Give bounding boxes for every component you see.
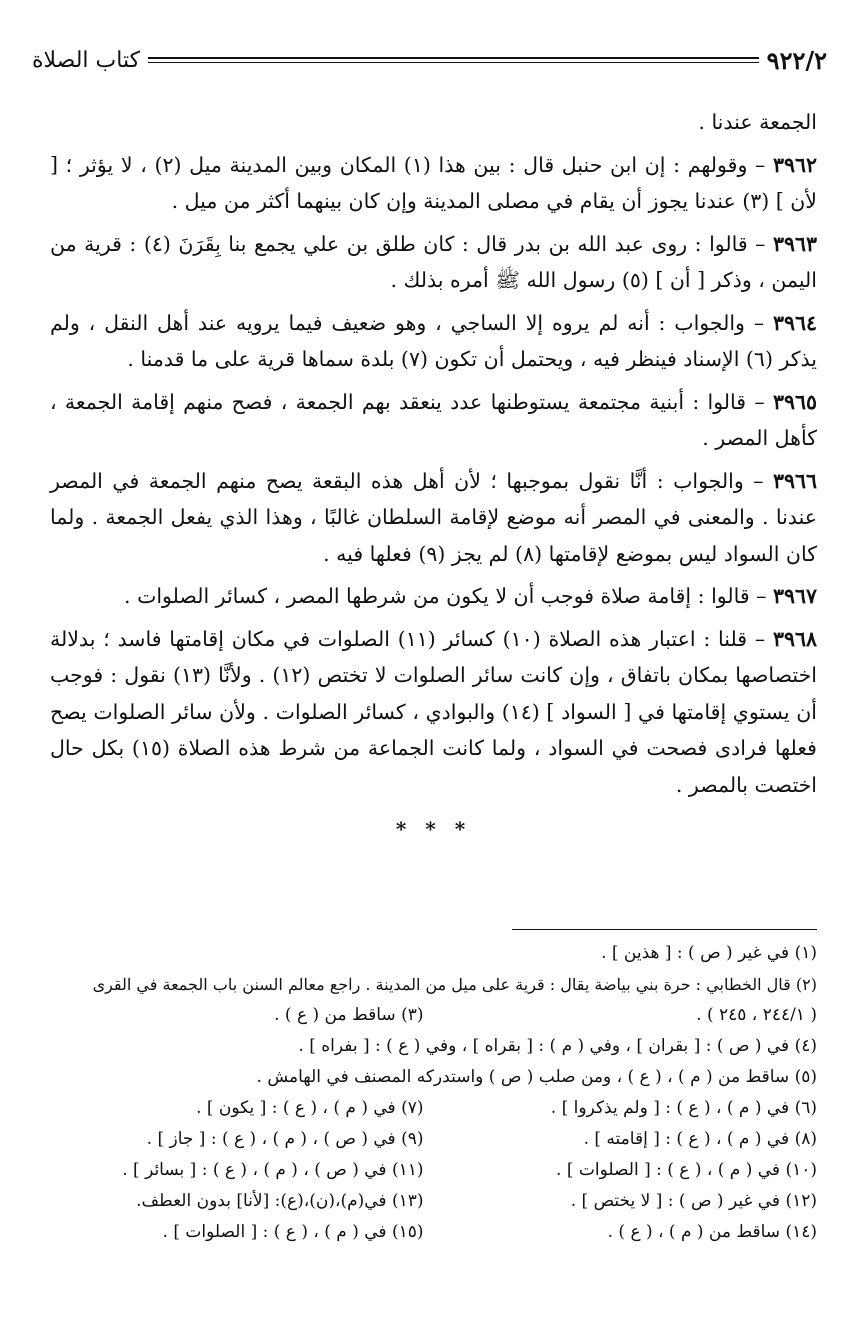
paragraph-number: ٣٩٦٢ (772, 152, 817, 177)
book-title: كتاب الصلاة (32, 47, 141, 73)
paragraph-number: ٣٩٦٤ (772, 310, 817, 335)
footnote-row (50, 1124, 817, 1155)
paragraph-text: – قالوا : إقامة صلاة فوجب أن لا يكون من شرطها المصر ، كسائر الصلوات . (124, 584, 767, 608)
footnote: (١٤) ساقط من ( م ) ، ( ع ) . (607, 1222, 817, 1242)
running-header (32, 40, 827, 80)
paragraph (50, 147, 817, 220)
footnote: (٨) في ( م ) ، ( ع ) : [ إقامته ] . (583, 1129, 817, 1149)
footnote: (١١) في ( ص ) ، ( م ) ، ( ع ) : [ بسائر ] . (122, 1160, 424, 1180)
paragraph-text: – قالوا : أبنية مجتمعة يستوطنها عدد ينعقد بهم الجمعة ، فصح منهم إقامة الجمعة ، كأهل المصر . (50, 389, 817, 450)
footnote: (٢) قال الخطابي : حرة بني بياضة يقال : قرية على ميل من المدينة . راجع معالم السنن باب الجمعة في القرى (92, 975, 817, 994)
paragraph (50, 104, 817, 141)
footnote-row (50, 1217, 817, 1248)
paragraph-text: – قالوا : روى عبد الله بن بدر قال : كان طلق بن علي يجمع بنا بِقَرَنَ (٤) : قرية من اليمن ، وذكر [ أن ] (٥) رسول الله ﷺ أمره بذلك . (50, 231, 817, 292)
paragraph-number: ٣٩٦٣ (772, 231, 817, 256)
footnote: (١٥) في ( م ) ، ( ع ) : [ الصلوات ] . (162, 1222, 424, 1242)
footnote-row (50, 1093, 817, 1124)
footnote-row (50, 1155, 817, 1186)
paragraph (50, 621, 817, 804)
paragraph-number: ٣٩٦٨ (772, 626, 817, 651)
footnote: (٥) ساقط من ( م ) ، ( ع ) ، ومن صلب ( ص ) واستدركه المصنف في الهامش . (256, 1067, 817, 1087)
footnote: (٤) في ( ص ) : [ بقران ] ، وفي ( م ) : [ بقراه ] ، وفي ( ع ) : [ بفراه ] . (298, 1036, 817, 1056)
paragraph (50, 226, 817, 299)
paragraph-number: ٣٩٦٥ (772, 389, 817, 414)
paragraph-text: – وقولهم : إن ابن حنبل قال : بين هذا (١) المكان وبين المدينة ميل (٢) ، لا يؤثر ؛ [ لأن ] (٣) عندنا يجوز أن يقام في مصلى المدينة وإن كان بينهما أكثر من ميل . (50, 152, 817, 213)
footnote: (١) في غير ( ص ) : [ هذين ] . (601, 943, 817, 963)
footnotes (50, 938, 817, 1248)
paragraph-number: ٣٩٦٦ (772, 468, 817, 493)
main-text (50, 104, 817, 841)
footnote: (٩) في ( ص ) ، ( م ) ، ( ع ) : [ جاز ] . (146, 1129, 424, 1149)
paragraph (50, 463, 817, 573)
footnote: (١٢) في غير ( ص ) : [ لا يختص ] . (570, 1191, 817, 1211)
footnote-rule (512, 929, 817, 930)
paragraph-text: – قلنا : اعتبار هذه الصلاة (١٠) كسائر (١١) الصلوات في مكان إقامتها فاسد ؛ بدلالة اختصاصها بمكان باتفاق ، وإن كانت سائر الصلوات لا تختص (١٢) . ولأنَّا (١٣) نقول : فوجب أن يستوي إقامتها في [ السواد ] (١٤) والبوادي ، كسائر الصلوات . ولأن سائر الصلوات يصح فعلها فرادى فصحت في السواد ، ولما كانت الجماعة من شرط هذه الصلاة (١٥) بكل حال اختصت بالمصر . (50, 626, 818, 797)
paragraph (50, 384, 817, 457)
footnote: (٣) ساقط من ( ع ) . (274, 1005, 424, 1025)
paragraph-text: – والجواب : أنه لم يروه إلا الساجي ، وهو ضعيف فيما يرويه عند أهل النقل ، ولم يذكر (٦) الإسناد فينظر فيه ، ويحتمل أن تكون (٧) بلدة سماها قرية على ما قدمنا . (50, 310, 817, 371)
footnote: (٧) في ( م ) ، ( ع ) : [ يكون ] . (196, 1098, 424, 1118)
footnote: ( ٢٤٤/١ ، ٢٤٥ ) . (696, 1005, 817, 1025)
paragraph-number: ٣٩٦٧ (772, 584, 817, 608)
footnote-row (50, 1000, 817, 1031)
paragraph (50, 305, 817, 378)
paragraph-text: – والجواب : أنَّا نقول بموجبها ؛ لأن أهل هذه البقعة يصح منهم الجمعة في المصر عندنا . والمعنى في المصر أنه موضع لإقامة السلطان غالبًا ، وهذا الذي يفعل الجمعة . ولما كان السواد ليس بموضع لإقامتها (٨) لم يجز (٩) فعلها فيه . (50, 468, 817, 566)
footnote: (١٠) في ( م ) ، ( ع ) : [ الصلوات ] . (556, 1160, 817, 1180)
paragraph (50, 578, 817, 615)
footnote: (٦) في ( م ) ، ( ع ) : [ ولم يذكروا ] . (550, 1098, 817, 1118)
footnote: (١٣) في(م)،(ن)،(ع): [لأنا] بدون العطف. (136, 1191, 424, 1211)
header-rule (148, 57, 759, 63)
page-number: ٩٢٢/٢ (766, 45, 827, 75)
paragraph-text: الجمعة عندنا . (698, 110, 817, 134)
footnote-row (50, 1186, 817, 1217)
section-separator: * * * (395, 817, 472, 841)
